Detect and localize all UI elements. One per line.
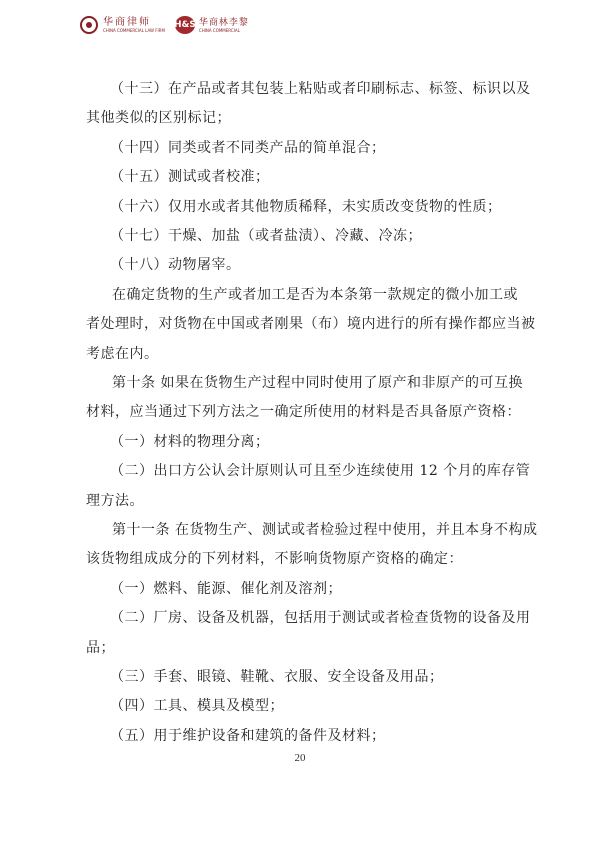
item-13-line-2: 其他类似的区别标记；: [86, 110, 231, 126]
item-14: （十四）同类或者不同类产品的简单混合；: [110, 140, 386, 156]
a10-item-1: （一）材料的物理分离；: [110, 434, 270, 450]
logo2-en: CHINA COMMERCIAL: [198, 27, 240, 33]
hs-mark-icon: H&S: [175, 16, 195, 34]
logo2-name: 华商林李黎: [198, 17, 249, 28]
logo1-en: CHINA COMMERCIAL LAW FIRM: [103, 28, 165, 33]
para-line-2: 者处理时，对货物在中国或者刚果（布）境内进行的所有操作都应当被: [86, 316, 536, 332]
item-16: （十六）仅用水或者其他物质稀释，未实质改变货物的性质；: [110, 199, 502, 215]
a11-item-3: （三）手套、眼镜、鞋靴、衣服、安全设备及用品；: [110, 669, 444, 685]
a11-item-2-line-2: 品；: [86, 640, 115, 656]
a10-item-2-line-1: （二）出口方公认会计原则认可且至少连续使用 12 个月的库存管: [110, 463, 531, 479]
para-line-1: 在确定货物的生产或者加工是否为本条第一款规定的微小加工或: [112, 287, 518, 303]
logo-mark-icon: [80, 16, 98, 34]
page-number: 20: [294, 752, 306, 764]
item-17: （十七）干燥、加盐（或者盐渍）、冷藏、冷冻；: [110, 228, 422, 244]
a11-item-5: （五）用于维护设备和建筑的备件及材料；: [110, 728, 386, 744]
a11-item-2-line-1: （二）厂房、设备及机器，包括用于测试或者检查货物的设备及用: [110, 610, 531, 626]
a11-item-1: （一）燃料、能源、催化剂及溶剂；: [110, 581, 342, 597]
para-line-3: 考虑在内。: [86, 346, 159, 362]
article-11-line-1: 第十一条 在货物生产、测试或者检验过程中使用，并且本身不构成: [112, 522, 538, 538]
article-11-line-2: 该货物组成成分的下列材料，不影响货物原产资格的确定：: [86, 551, 463, 567]
a10-item-2-line-2: 理方法。: [86, 493, 144, 509]
a11-item-4: （四）工具、模具及模型；: [110, 698, 284, 714]
item-18: （十八）动物屠宰。: [110, 257, 241, 273]
article-10-line-1: 第十条 如果在货物生产过程中同时使用了原产和非原产的可互换: [112, 375, 523, 391]
huashang-law-logo: [80, 16, 165, 34]
logo1-name: 华商律师: [103, 17, 151, 28]
item-13-line-1: （十三）在产品或者其包装上粘贴或者印刷标志、标签、标识以及: [110, 81, 531, 97]
item-15: （十五）测试或者校准；: [110, 169, 270, 185]
article-10-line-2: 材料，应当通过下列方法之一确定所使用的材料是否具备原产资格：: [86, 404, 521, 420]
header: [80, 12, 249, 38]
hs-logo: [175, 16, 249, 34]
